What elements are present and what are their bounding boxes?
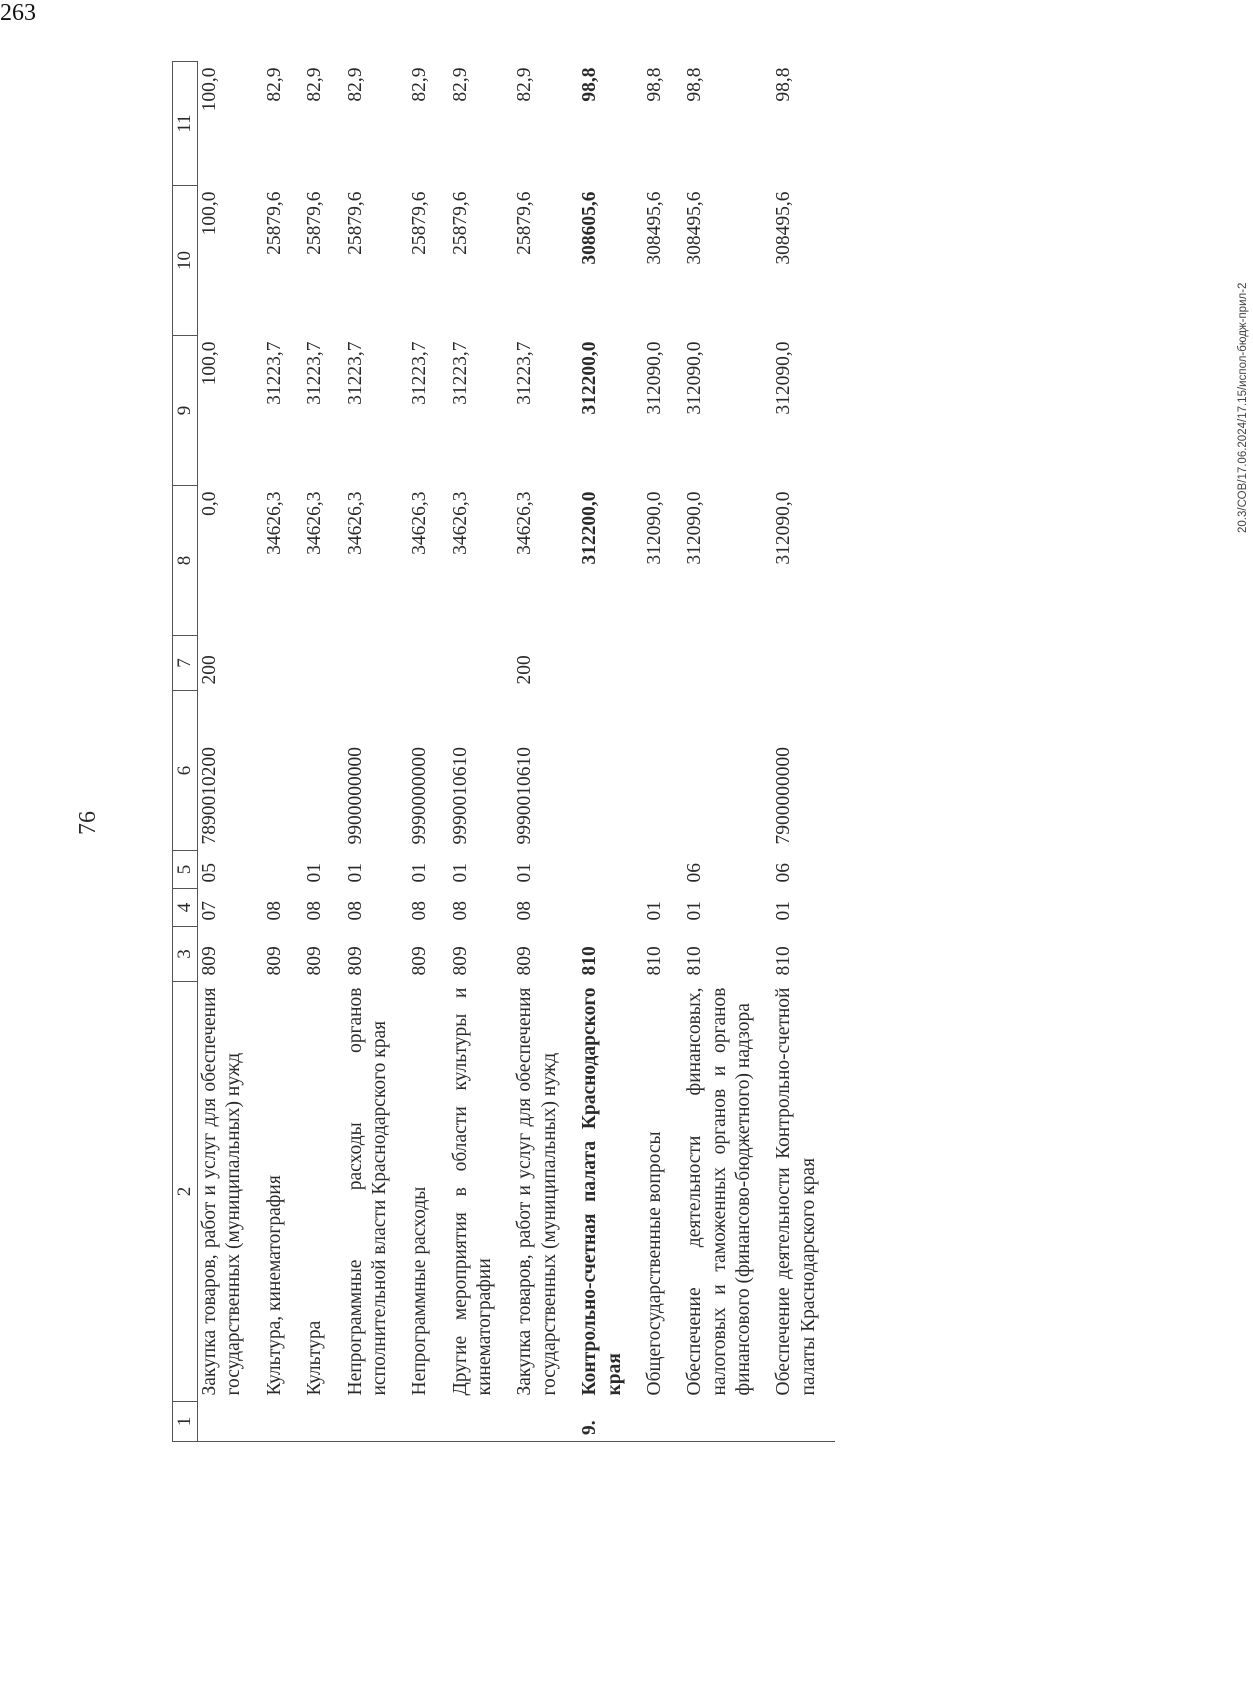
cell-c5 (261, 851, 301, 889)
cell-c10: 308495,6 (773, 191, 795, 265)
cell-c5 (576, 851, 641, 889)
table-row (301, 62, 341, 1442)
cell-c4: 08 (304, 901, 326, 921)
cell-c8: 34626,3 (344, 491, 366, 555)
cell-c7 (406, 636, 446, 691)
cell-c8: 34626,3 (304, 491, 326, 555)
cell-c2: Культура (304, 1320, 326, 1396)
cell-c3: 809 (263, 946, 285, 976)
cell-c4: 01 (684, 901, 706, 921)
cell-c4: 08 (263, 901, 285, 921)
table-row (511, 62, 576, 1442)
column-header-5: 5 (173, 851, 198, 889)
cell-c10: 25879,6 (263, 191, 285, 255)
cell-c1 (511, 1402, 576, 1442)
cell-c11: 98,8 (773, 67, 795, 102)
cell-c5 (641, 851, 681, 889)
cell-c6: 9990010610 (514, 747, 536, 845)
cell-c8: 312090,0 (773, 491, 795, 565)
cell-c6: 7890010200 (199, 747, 220, 845)
cell-c5: 06 (684, 863, 706, 883)
cell-c11: 82,9 (514, 67, 536, 102)
column-header-8: 8 (173, 486, 198, 636)
cell-c7 (342, 636, 407, 691)
cell-c2: Общегосударственные вопросы (643, 1131, 665, 1396)
cell-c2: Другие мероприятия в области культуры и кинематографии (449, 987, 495, 1396)
cell-c11: 100,0 (199, 67, 220, 112)
cell-c10: 25879,6 (449, 191, 471, 255)
footer-code: 20.3/СОВ/17.06.2024/17.15/испол-бюдж-прил-2 (1237, 282, 1249, 533)
page-number-top: 76 (75, 811, 101, 835)
cell-c5: 01 (409, 863, 431, 883)
cell-c8: 312090,0 (684, 491, 706, 565)
cell-c1 (342, 1402, 407, 1442)
cell-c8: 312090,0 (643, 491, 665, 565)
table-row (770, 62, 835, 1442)
cell-c3: 810 (643, 946, 665, 976)
column-header-1: 1 (173, 1402, 198, 1442)
cell-c2: Культура, кинематография (263, 1175, 285, 1396)
cell-c3: 809 (449, 946, 471, 976)
cell-c9: 312090,0 (773, 341, 795, 415)
column-header-10: 10 (173, 186, 198, 336)
cell-c9: 31223,7 (449, 341, 471, 405)
cell-c4 (576, 889, 641, 927)
cell-c2: Контрольно-счетная палата Краснодарского края (579, 987, 625, 1396)
column-header-4: 4 (173, 889, 198, 927)
cell-c3: 810 (579, 946, 601, 976)
cell-c4: 01 (643, 901, 665, 921)
cell-c7: 200 (199, 655, 220, 685)
table-row (641, 62, 681, 1442)
cell-c7 (641, 636, 681, 691)
column-header-11: 11 (173, 62, 198, 186)
cell-c11: 82,9 (304, 67, 326, 102)
cell-c4: 08 (514, 901, 536, 921)
cell-c10: 25879,6 (409, 191, 431, 255)
cell-c10: 25879,6 (304, 191, 326, 255)
cell-c3: 810 (773, 946, 795, 976)
cell-c11: 82,9 (449, 67, 471, 102)
table-row (576, 62, 641, 1442)
cell-c1 (261, 1402, 301, 1442)
cell-c1 (447, 1402, 512, 1442)
cell-c10: 308605,6 (579, 191, 601, 265)
cell-c1 (641, 1402, 681, 1442)
column-header-7: 7 (173, 636, 198, 691)
column-header-6: 6 (173, 691, 198, 851)
cell-c1: 9. (576, 1402, 641, 1442)
cell-c1 (301, 1402, 341, 1442)
budget-table (172, 61, 835, 1442)
cell-c5: 06 (773, 863, 795, 883)
cell-c8: 34626,3 (449, 491, 471, 555)
cell-c1 (770, 1402, 835, 1442)
cell-c1 (198, 1402, 261, 1442)
cell-c6 (681, 691, 770, 851)
table-row (406, 62, 446, 1442)
cell-c5: 01 (514, 863, 536, 883)
cell-c9: 31223,7 (304, 341, 326, 405)
cell-c3: 809 (304, 946, 326, 976)
table-body (198, 62, 836, 1442)
cell-c10: 100,0 (199, 191, 220, 236)
cell-c2: Обеспечение деятельности Контрольно-счетной палаты Краснодарского края (773, 987, 819, 1396)
cell-c4: 08 (409, 901, 431, 921)
cell-c8: 312200,0 (579, 491, 601, 565)
cell-c9: 31223,7 (409, 341, 431, 405)
table-row (447, 62, 512, 1442)
cell-c10: 308495,6 (643, 191, 665, 265)
table-row (261, 62, 301, 1442)
cell-c3: 809 (344, 946, 366, 976)
cell-c10: 308495,6 (684, 191, 706, 265)
budget-table-rotated (172, 62, 1212, 1442)
cell-c11: 82,9 (409, 67, 431, 102)
cell-c11: 98,8 (579, 67, 601, 102)
cell-c6 (641, 691, 681, 851)
column-header-2: 2 (173, 982, 198, 1402)
cell-c8: 0,0 (199, 491, 220, 516)
table-row (681, 62, 770, 1442)
cell-c3: 809 (514, 946, 536, 976)
cell-c11: 82,9 (344, 67, 366, 102)
cell-c7 (261, 636, 301, 691)
cell-c6 (301, 691, 341, 851)
page-number-bottom: 263 (0, 0, 36, 26)
cell-c7 (681, 636, 770, 691)
cell-c9: 312090,0 (684, 341, 706, 415)
table-row (342, 62, 407, 1442)
cell-c1 (681, 1402, 770, 1442)
header-row (173, 62, 198, 1442)
cell-c7 (770, 636, 835, 691)
cell-c10: 25879,6 (514, 191, 536, 255)
cell-c5: 01 (304, 863, 326, 883)
cell-c9: 100,0 (199, 341, 220, 386)
cell-c1 (406, 1402, 446, 1442)
cell-c10: 25879,6 (344, 191, 366, 255)
cell-c9: 31223,7 (514, 341, 536, 405)
cell-c9: 31223,7 (344, 341, 366, 405)
cell-c6: 9990010610 (449, 747, 471, 845)
cell-c8: 34626,3 (409, 491, 431, 555)
cell-c3: 809 (199, 946, 220, 976)
cell-c9: 312200,0 (579, 341, 601, 415)
cell-c4: 08 (449, 901, 471, 921)
cell-c5: 01 (449, 863, 471, 883)
cell-c5: 05 (199, 863, 220, 883)
cell-c6: 9900000000 (344, 747, 366, 845)
cell-c6 (576, 691, 641, 851)
cell-c9: 31223,7 (263, 341, 285, 405)
cell-c8: 34626,3 (514, 491, 536, 555)
cell-c4: 07 (199, 901, 220, 921)
cell-c2: Непрограммные расходы (409, 1186, 431, 1396)
cell-c8: 34626,3 (263, 491, 285, 555)
cell-c2: Закупка товаров, работ и услуг для обеспечения государственных (муниципальных) нужд (199, 987, 245, 1396)
cell-c7 (301, 636, 341, 691)
cell-c7: 200 (514, 655, 536, 685)
cell-c2: Закупка товаров, работ и услуг для обеспечения государственных (муниципальных) нужд (514, 987, 560, 1396)
cell-c11: 82,9 (263, 67, 285, 102)
cell-c5: 01 (344, 863, 366, 883)
cell-c2: Обеспечение деятельности финансовых, налоговых и таможенных органов и органов финансового (финансово-бюджетного) надзора (684, 987, 754, 1396)
column-header-9: 9 (173, 336, 198, 486)
cell-c3: 810 (684, 946, 706, 976)
cell-c4: 01 (773, 901, 795, 921)
table-row (198, 62, 261, 1442)
cell-c6: 7900000000 (773, 747, 795, 845)
cell-c6 (261, 691, 301, 851)
cell-c9: 312090,0 (643, 341, 665, 415)
cell-c7 (447, 636, 512, 691)
cell-c11: 98,8 (643, 67, 665, 102)
cell-c4: 08 (344, 901, 366, 921)
cell-c2: Непрограммные расходы органов исполнительной власти Краснодарского края (344, 987, 390, 1396)
cell-c6: 9990000000 (409, 747, 431, 845)
column-header-3: 3 (173, 927, 198, 982)
cell-c3: 809 (409, 946, 431, 976)
cell-c11: 98,8 (684, 67, 706, 102)
cell-c7 (576, 636, 641, 691)
